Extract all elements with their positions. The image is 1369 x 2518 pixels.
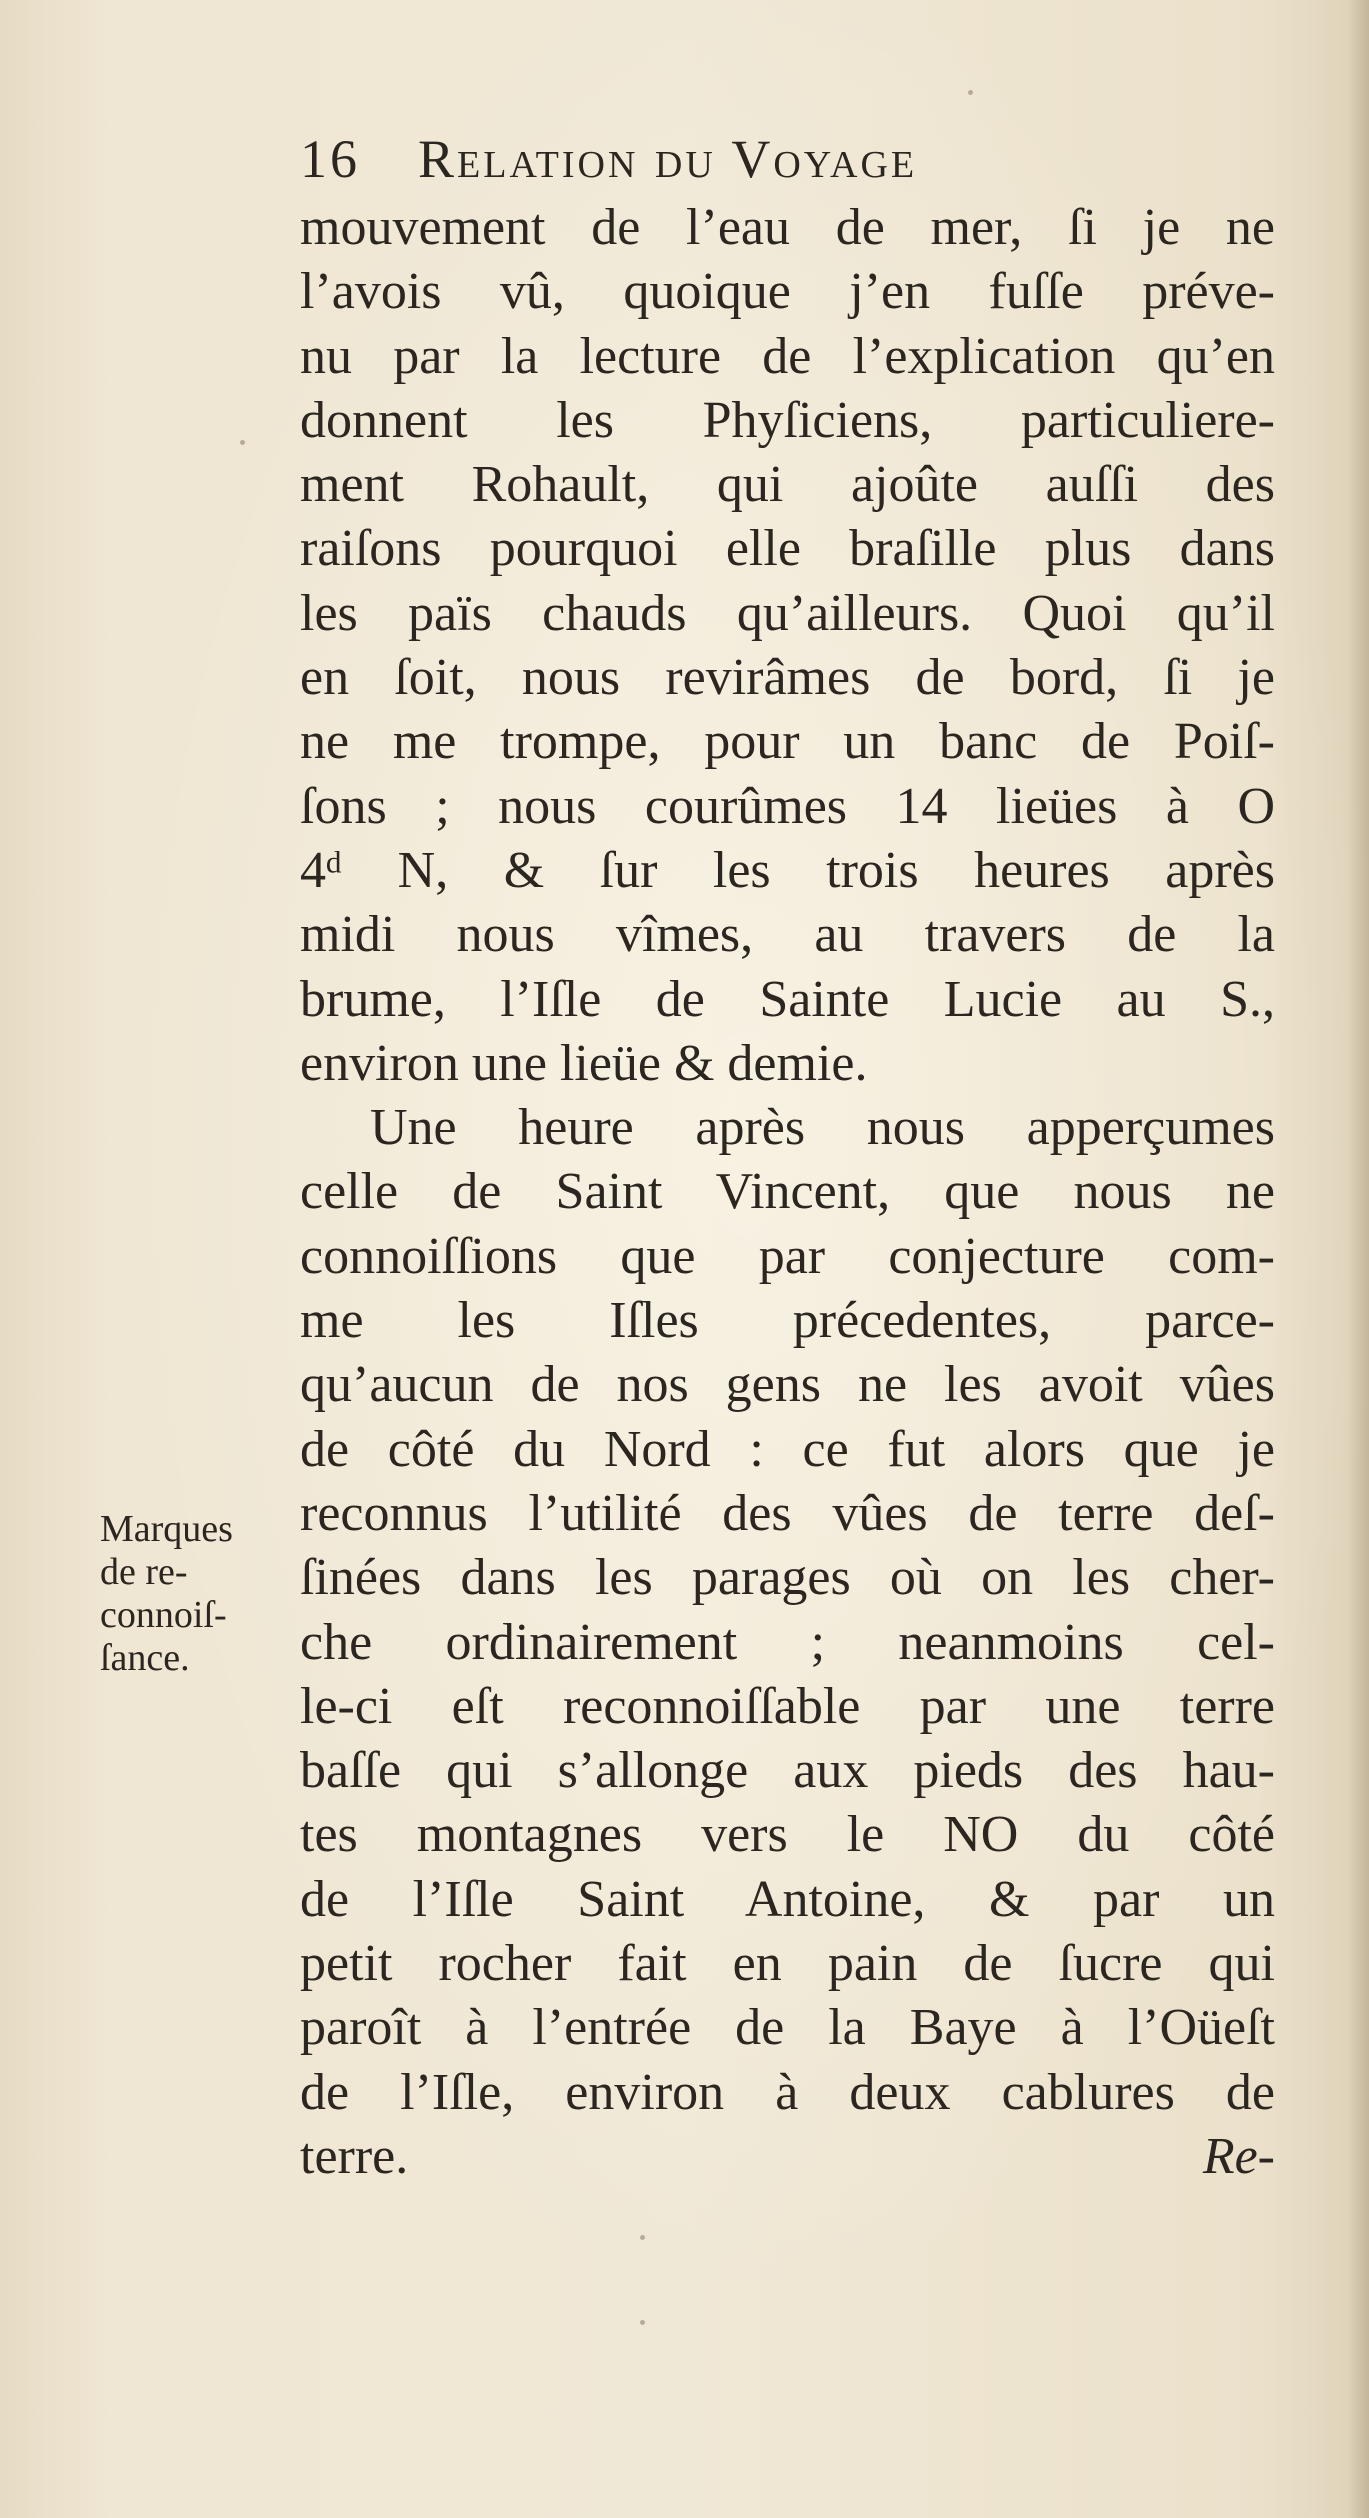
catchword: Re- [1202,2127,1275,2185]
text-line: de l’Iſle, environ à deux cablures de [300,2063,1275,2121]
paper-speck [640,2320,645,2325]
running-title: Relation du Voyage [418,129,918,189]
marginal-note [100,1508,290,1680]
text-line: ment Rohault, qui ajoûte auſſi des [300,456,1275,514]
text-line: terre. [300,2127,409,2185]
margin-note-line: ſance. [100,1637,190,1679]
text-line: me les Iſles précedentes, parce- [300,1292,1275,1350]
final-line [300,2125,1275,2189]
text-line: ne me trompe, pour un banc de Poiſ- [300,713,1275,771]
text-line: environ une lieüe & demie. [300,1034,868,1092]
text-line: petit rocher fait en pain de ſucre qui [300,1935,1275,1993]
paper-speck [240,440,245,445]
text-line: brume, l’Iſle de Sainte Lucie au S., [300,970,1275,1028]
text-line: nu par la lecture de l’explication qu’en [300,327,1275,385]
text-line: le-ci eſt reconnoiſſable par une terre [300,1677,1275,1735]
paragraph-start-line: Une heure après nous apperçumes [370,1099,1275,1157]
text-line: donnent les Phyſiciens, particuliere- [300,391,1275,449]
text-line: baſſe qui s’allonge aux pieds des hau- [300,1742,1275,1800]
page-number: 16 [300,129,360,189]
text-line: raiſons pourquoi elle braſille plus dans [300,520,1275,578]
text-line: tes montagnes vers le NO du côté [300,1806,1275,1864]
text-line: connoiſſions que par conjecture com- [300,1227,1275,1285]
text-line: 4ᵈ N, & ſur les trois heures après [300,841,1275,899]
text-line: qu’aucun de nos gens ne les avoit vûes [300,1356,1275,1414]
text-line: paroît à l’entrée de la Baye à l’Oüeſt [300,1999,1275,2057]
text-line: ſinées dans les parages où on les cher- [300,1549,1275,1607]
text-line: celle de Saint Vincent, que nous ne [300,1163,1275,1221]
page-edge-shadow [1347,0,1369,2518]
margin-note-line: de re- [100,1551,188,1593]
text-line: che ordinairement ; neanmoins cel- [300,1613,1275,1671]
text-line: ſons ; nous courûmes 14 lieües à O [300,777,1275,835]
margin-note-line: Marques [100,1508,233,1550]
text-line: les païs chauds qu’ailleurs. Quoi qu’il [300,584,1275,642]
paper-speck [640,2235,645,2240]
text-line: de côté du Nord : ce fut alors que je [300,1420,1275,1478]
margin-note-line: connoiſ- [100,1594,227,1636]
text-line: midi nous vîmes, au travers de la [300,906,1275,964]
text-line: de l’Iſle Saint Antoine, & par un [300,1870,1275,1928]
text-line: en ſoit, nous revirâmes de bord, ſi je [300,649,1275,707]
text-line: reconnus l’utilité des vûes de terre deſ- [300,1484,1275,1542]
running-header [300,128,1180,198]
text-line: l’avois vû, quoique j’en fuſſe préve- [300,263,1275,321]
paper-speck [968,90,973,95]
text-line: mouvement de l’eau de mer, ſi je ne [300,199,1275,256]
body-text [300,196,1275,2189]
